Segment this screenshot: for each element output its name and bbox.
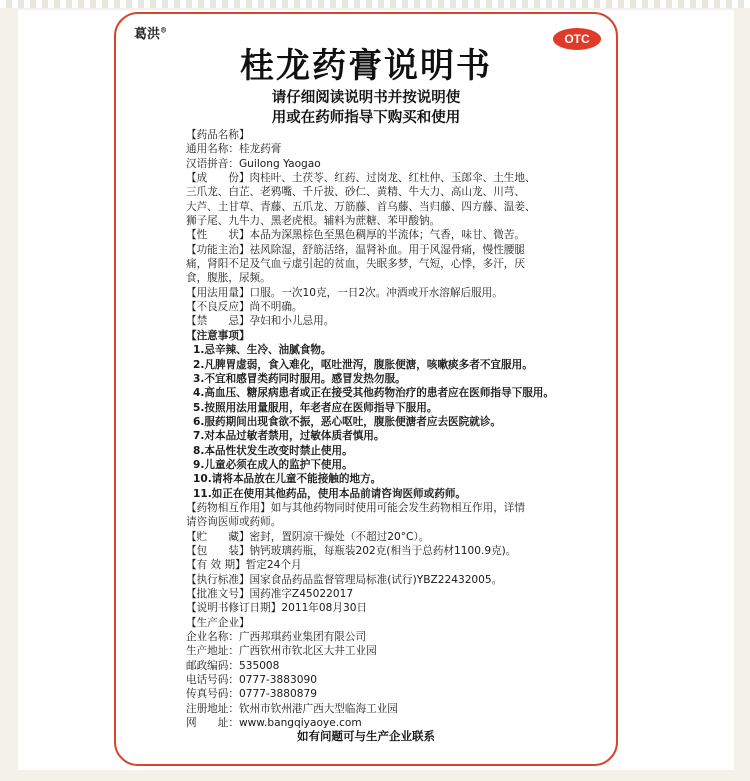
precaution-item: 10.请将本品放在儿童不能接触的地方。 [193,473,382,486]
precaution-item: 1.忌辛辣、生冷、油腻食物。 [193,344,332,357]
page-title: 桂龙药膏说明书 [240,46,492,86]
section-heading: 【注意事项】 [186,329,250,342]
text-line: 网 址：www.bangqiyaoye.com [186,717,362,730]
brand-name: 葛洪 [134,27,161,42]
text-line: 【不良反应】尚不明确。 [186,301,303,314]
section-heading: 【药品名称】 [186,129,250,141]
precaution-item: 11.如正在使用其他药品，使用本品前请咨询医师或药师。 [193,487,467,500]
text-line: 【执行标准】国家食品药品监督管理局标准(试行)YBZ22432005。 [186,573,503,586]
text-line: 【成 份】肉桂叶、土茯苓、红药、过岗龙、红杜仲、玉郎伞、土生地、 [186,172,536,185]
precaution-item: 5.按照用法用量服用，年老者应在医师指导下服用。 [193,401,438,414]
otc-badge: OTC [553,28,601,50]
text-line: 企业名称：广西邦琪药业集团有限公司 [186,631,367,644]
footer-note: 如有问题可与生产企业联系 [297,729,435,743]
precaution-item: 9.儿童必须在成人的监护下使用。 [193,458,353,471]
subtitle-line-1: 请仔细阅读说明书并按说明使 [271,90,461,106]
text-line: 【批准文号】国药准字Z45022017 [186,588,354,600]
text-line: 生产地址：广西钦州市钦北区大井工业园 [186,645,377,658]
precaution-item: 7.对本品过敏者禁用，过敏体质者慎用。 [193,430,385,443]
top-decorative-strip [0,0,750,8]
text-line: 邮政编码：535008 [186,659,280,672]
precaution-item: 6.服药期间出现食欲不振，恶心呕吐，腹胀便溏者应去医院就诊。 [193,415,502,428]
section-heading: 【生产企业】 [186,616,250,629]
text-line: 【禁 忌】孕妇和小儿忌用。 [186,315,335,328]
registered-mark: ® [160,25,168,35]
text-line: 请咨询医师或药师。 [186,516,282,529]
text-line: 大芦、土甘草、青藤、五爪龙、万筋藤、首乌藤、当归藤、四方藤、温姜、 [186,200,536,213]
precaution-item: 4.高血压、糖尿病患者或正在接受其他药物治疗的患者应在医师指导下服用。 [193,387,554,400]
text-line: 【包 装】钠钙玻璃药瓶，每瓶装202克(相当于总药材1100.9克)。 [186,544,517,557]
text-line: 【药物相互作用】如与其他药物同时使用可能会发生药物相互作用，详情 [186,501,525,514]
text-line: 【用法用量】口服。一次10克，一日2次。冲酒或开水溶解后服用。 [186,286,503,299]
text-line: 痛，肾阳不足及气血亏虚引起的贫血，失眠多梦，气短，心悸，多汗，厌 [186,258,525,271]
precaution-item: 8.本品性状发生改变时禁止使用。 [193,444,353,457]
text-line: 狮子尾、九牛力、黑老虎根。辅料为蔗糖、苯甲酸钠。 [186,215,441,228]
text-line: 注册地址：钦州市钦州港广西大型临海工业园 [186,702,398,715]
text-line: 电话号码：0777-3883090 [186,674,317,687]
instruction-body [186,128,600,730]
text-line: 【贮 藏】密封，置阴凉干燥处（不超过20°C）。 [186,530,430,543]
precaution-item: 2.凡脾胃虚弱，食入难化，呕吐泄泻，腹胀便溏，咳嗽痰多者不宜服用。 [193,358,533,371]
subtitle-line-2: 用或在药师指导下购买和使用 [271,110,461,126]
text-line: 【有 效 期】暂定24个月 [186,559,302,572]
text-line: 食，腹胀，尿频。 [186,272,271,285]
precaution-item: 3.不宜和感冒类药同时服用。感冒发热勿服。 [193,372,406,385]
text-line: 汉语拼音：Guilong Yaogao [186,157,321,170]
text-line: 通用名称：桂龙药膏 [186,143,282,156]
text-line: 【说明书修订日期】2011年08月30日 [186,602,368,615]
text-line: 【功能主治】祛风除湿，舒筋活络，温肾补血。用于风湿骨痛，慢性腰腿 [186,243,525,256]
text-line: 三爪龙、白芷、老鸦嘴、千斤拔、砂仁、黄精、牛大力、高山龙、川芎、 [186,186,525,199]
text-line: 【性 状】本品为深黑棕色至黑色稠厚的半流体；气香，味甘、微苦。 [186,229,525,242]
text-line: 传真号码：0777-3880879 [186,688,317,701]
